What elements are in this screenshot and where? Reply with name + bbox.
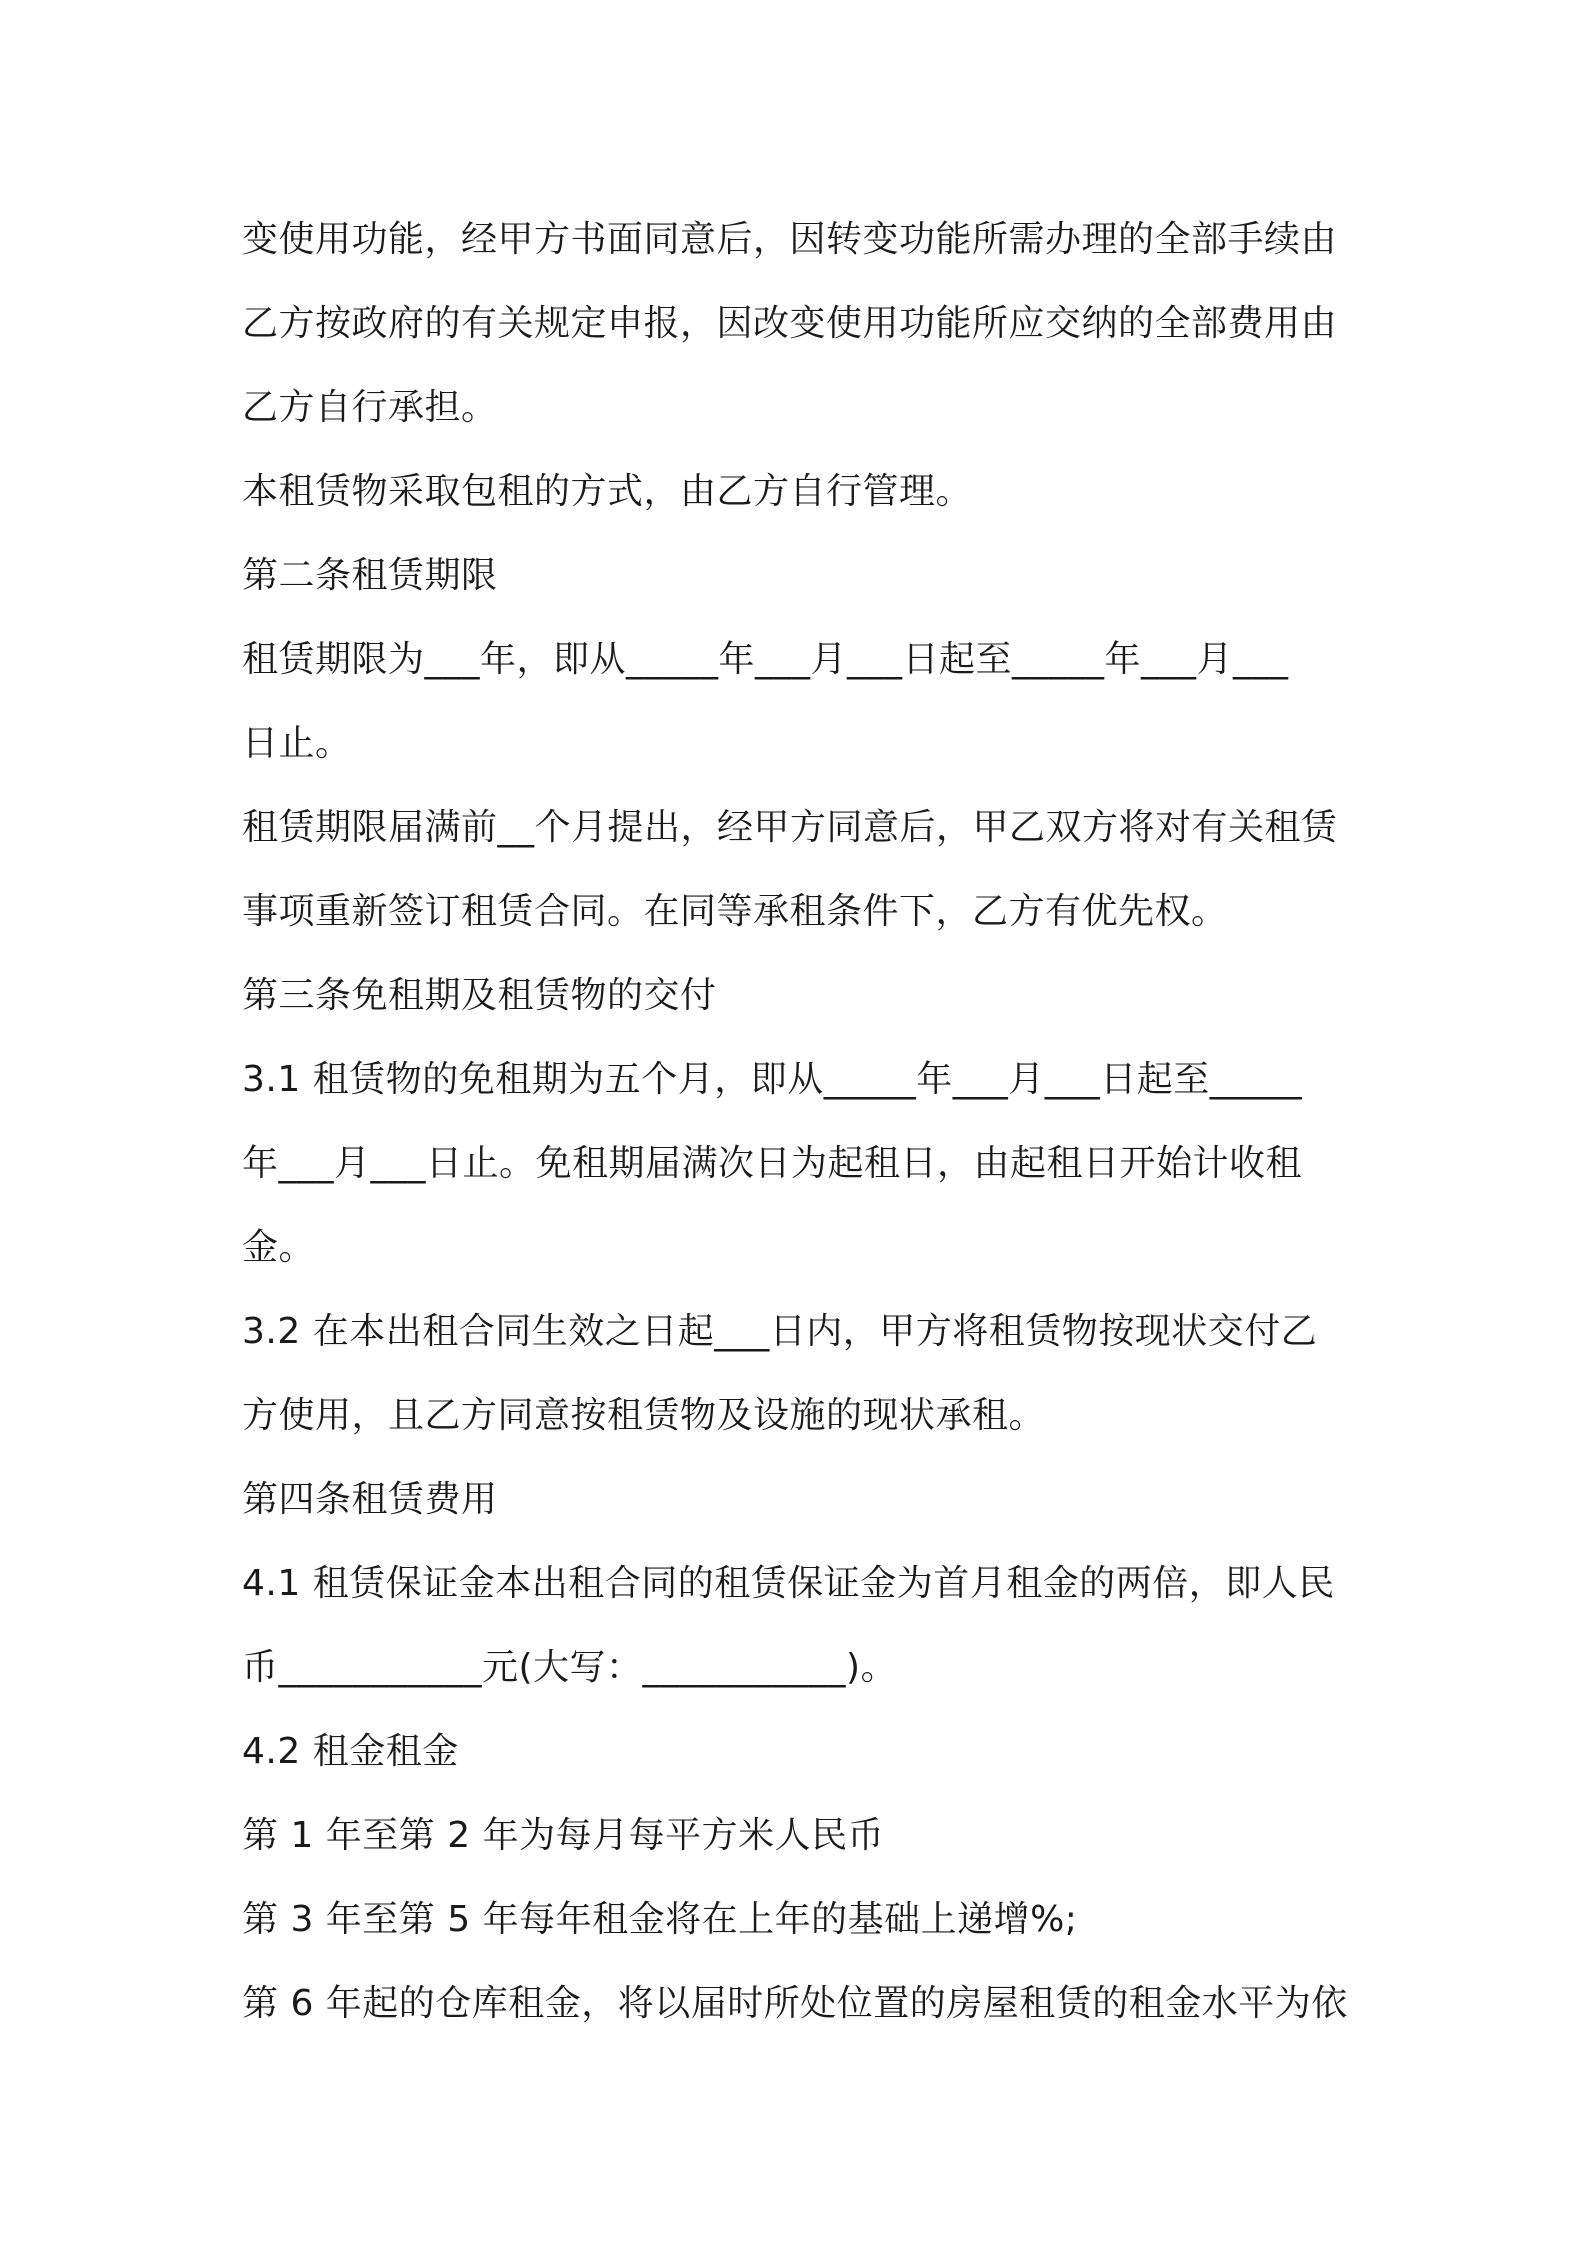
paragraph-line: 3.2 在本出租合同生效之日起___日内，甲方将租赁物按现状交付乙 — [242, 1311, 1318, 1352]
document-body — [242, 198, 1352, 2046]
paragraph-line: 事项重新签订租赁合同。在同等承租条件下，乙方有优先权。 — [242, 891, 1228, 932]
paragraph-line: 4.2 租金租金 — [242, 1731, 459, 1772]
section-heading: 第四条租赁费用 — [242, 1479, 498, 1520]
paragraph-line: 本租赁物采取包租的方式，由乙方自行管理。 — [242, 471, 973, 512]
paragraph-line: 第 6 年起的仓库租金，将以届时所处位置的房屋租赁的租金水平为依 — [242, 1983, 1348, 2024]
paragraph-line: 变使用功能，经甲方书面同意后，因转变功能所需办理的全部手续由 — [242, 219, 1338, 260]
paragraph-line: 租赁期限为___年，即从_____年___月___日起至_____年___月___ — [242, 639, 1289, 680]
paragraph-line: 租赁期限届满前__个月提出，经甲方同意后，甲乙双方将对有关租赁 — [242, 807, 1338, 848]
section-heading: 第二条租赁期限 — [242, 555, 498, 596]
paragraph-line: 币___________元(大写：___________)。 — [242, 1647, 898, 1688]
paragraph-line: 3.1 租赁物的免租期为五个月，即从_____年___月___日起至_____ — [242, 1059, 1303, 1100]
paragraph-line: 日止。 — [242, 723, 352, 764]
paragraph-line: 乙方按政府的有关规定申报，因改变使用功能所应交纳的全部费用由 — [242, 303, 1338, 344]
paragraph-line: 第 3 年至第 5 年每年租金将在上年的基础上递增%; — [242, 1899, 1078, 1940]
paragraph-line: 年___月___日止。免租期届满次日为起租日，由起租日开始计收租 — [242, 1143, 1303, 1184]
paragraph-line: 方使用，且乙方同意按租赁物及设施的现状承租。 — [242, 1395, 1046, 1436]
paragraph-line: 第 1 年至第 2 年为每月每平方米人民币 — [242, 1815, 885, 1856]
paragraph-line: 4.1 租赁保证金本出租合同的租赁保证金为首月租金的两倍，即人民 — [242, 1563, 1335, 1604]
section-heading: 第三条免租期及租赁物的交付 — [242, 975, 717, 1016]
paragraph-line: 金。 — [242, 1227, 316, 1268]
paragraph-line: 乙方自行承担。 — [242, 387, 498, 428]
